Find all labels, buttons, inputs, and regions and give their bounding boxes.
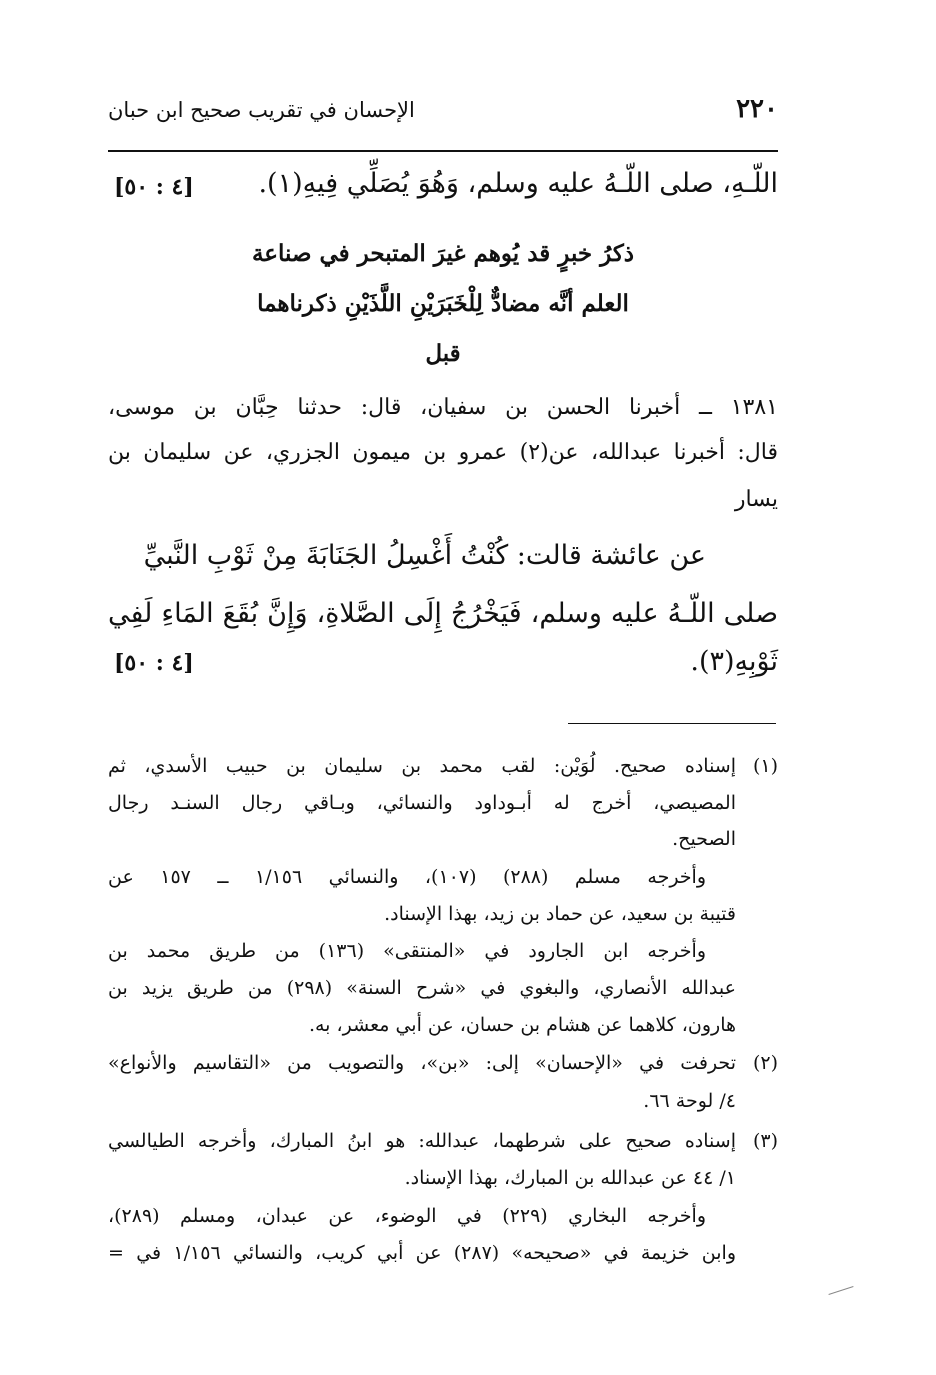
footnote-1-row-6 <box>108 940 778 968</box>
footnote-3-line-3: وأخرجه البخاري (٢٢٩) في الوضوء، عن عبدان، ومسلم (٢٨٩)، <box>108 1205 707 1227</box>
footnote-2-number: (٢) <box>752 1052 778 1074</box>
footnote-1-row-8 <box>108 1014 778 1042</box>
footnote-2 <box>108 1052 778 1080</box>
isnad-line-1: ١٣٨١ ــ أخبرنا الحسن بن سفيان، قال: حدثنا حِبَّان بن موسى، <box>108 395 778 420</box>
chapter-heading-line-2: العلم أنَّه مضادٌّ لِلْخَبَرَيْنِ اللَّذَيْنِ ذكرناهما <box>257 290 629 317</box>
header-rule <box>108 150 778 152</box>
page-number: ٢٢٠ <box>736 94 778 124</box>
footnote-1-row-5 <box>108 903 778 931</box>
footnote-2-line-2: ٤/ لوحة ٦٦. <box>643 1090 736 1112</box>
footnote-3-row-4 <box>108 1242 778 1270</box>
page-edge-mark <box>828 1286 853 1295</box>
hadith-prev-ref: [٤ : ٥٠] <box>114 174 194 200</box>
footnote-3-line-1: إسناده صحيح على شرطهما، عبدالله: هو ابنُ المبارك، وأخرجه الطيالسي <box>108 1130 736 1152</box>
footnote-1-line-2: المصيصي، أخرج له أبـوداود والنسائي، وبـاقي رجال السنـد رجال <box>108 792 736 814</box>
footnote-1-line-3: الصحيح. <box>672 828 736 850</box>
footnote-3-row-2 <box>108 1167 778 1195</box>
footnote-3 <box>108 1130 778 1158</box>
footnote-1-line-6: وأخرجه ابن الجارود في «المنتقى» (١٣٦) من طريق محمد بن <box>108 940 706 962</box>
footnote-1-row-7 <box>108 977 778 1005</box>
hadith-1381-ref: [٤ : ٥٠] <box>114 650 194 676</box>
page-header <box>108 92 778 136</box>
footnote-1 <box>108 755 778 783</box>
footnote-2-row-2 <box>108 1090 778 1118</box>
chapter-heading-line-1: ذكرُ خبرٍ قد يُوهم غيرَ المتبحر في صناعة <box>251 240 635 267</box>
hadith-prev-text: اللّـهِ، صلى اللّـهُ عليه وسلم، وَهُوَ يُصَلِّي فِيهِ(١). <box>258 168 778 199</box>
matn-text-3: ثَوْبِهِ(٣). <box>690 646 778 677</box>
footnote-1-line-7: عبدالله الأنصاري، والبغوي في «شرح السنة» (٢٩٨) من طريق يزيد بن <box>108 977 736 999</box>
chapter-heading-line-3: قبل <box>425 340 461 367</box>
running-title: الإحسان في تقريب صحيح ابن حبان <box>108 98 415 122</box>
footnote-rule <box>568 723 776 724</box>
footnote-1-line-8: هارون، كلاهما عن هشام بن حسان، عن أبي معشر، به. <box>308 1014 736 1036</box>
footnote-1-line-4: وأخرجه مسلم (٢٨٨) (١٠٧)، والنسائي ١/١٥٦ ــ ١٥٧ عن <box>108 866 706 888</box>
isnad-line-2: قال: أخبرنا عبدالله، عن(٢) عمرو بن ميمون الجزري، عن سليمان بن <box>108 440 778 465</box>
footnote-3-line-2: ١/ ٤٤ عن عبدالله بن المبارك، بهذا الإسناد. <box>404 1167 736 1189</box>
matn-text-1: عن عائشة قالت: كُنْتُ أَغْسِلُ الجَنَابَةَ مِنْ ثَوْبِ النَّبيِّ <box>143 540 706 571</box>
footnote-2-line-1: تحرفت في «الإحسان» إلى: «بن»، والتصويب من «التقاسيم والأنواع» <box>108 1052 736 1074</box>
matn-line-2: صلى اللّـهُ عليه وسلم، فَيَخْرُجُ إِلَى الصَّلاةِ، وَإِنَّ بُقَعَ المَاءِ لَفِي <box>108 598 778 629</box>
footnote-3-row-3 <box>108 1205 778 1233</box>
footnote-1-number: (١) <box>752 755 778 777</box>
footnote-3-line-4: وابن خزيمة في «صحيحه» (٢٨٧) عن أبي كريب، والنسائي ١/١٥٦ في = <box>108 1242 737 1264</box>
footnote-1-line-5: قتيبة بن سعيد، عن حماد بن زيد، بهذا الإسناد. <box>384 903 736 925</box>
footnote-3-number: (٣) <box>752 1130 778 1152</box>
footnote-1-line-1: إسناده صحيح. لُوَيْن: لقب محمد بن سليمان بن حبيب الأسدي، ثم <box>108 755 736 777</box>
footnote-1-row-4 <box>108 866 778 894</box>
footnote-1-row-2 <box>108 792 778 820</box>
footnote-1-row-3 <box>108 828 778 856</box>
isnad-line-3: يسار <box>734 487 778 512</box>
